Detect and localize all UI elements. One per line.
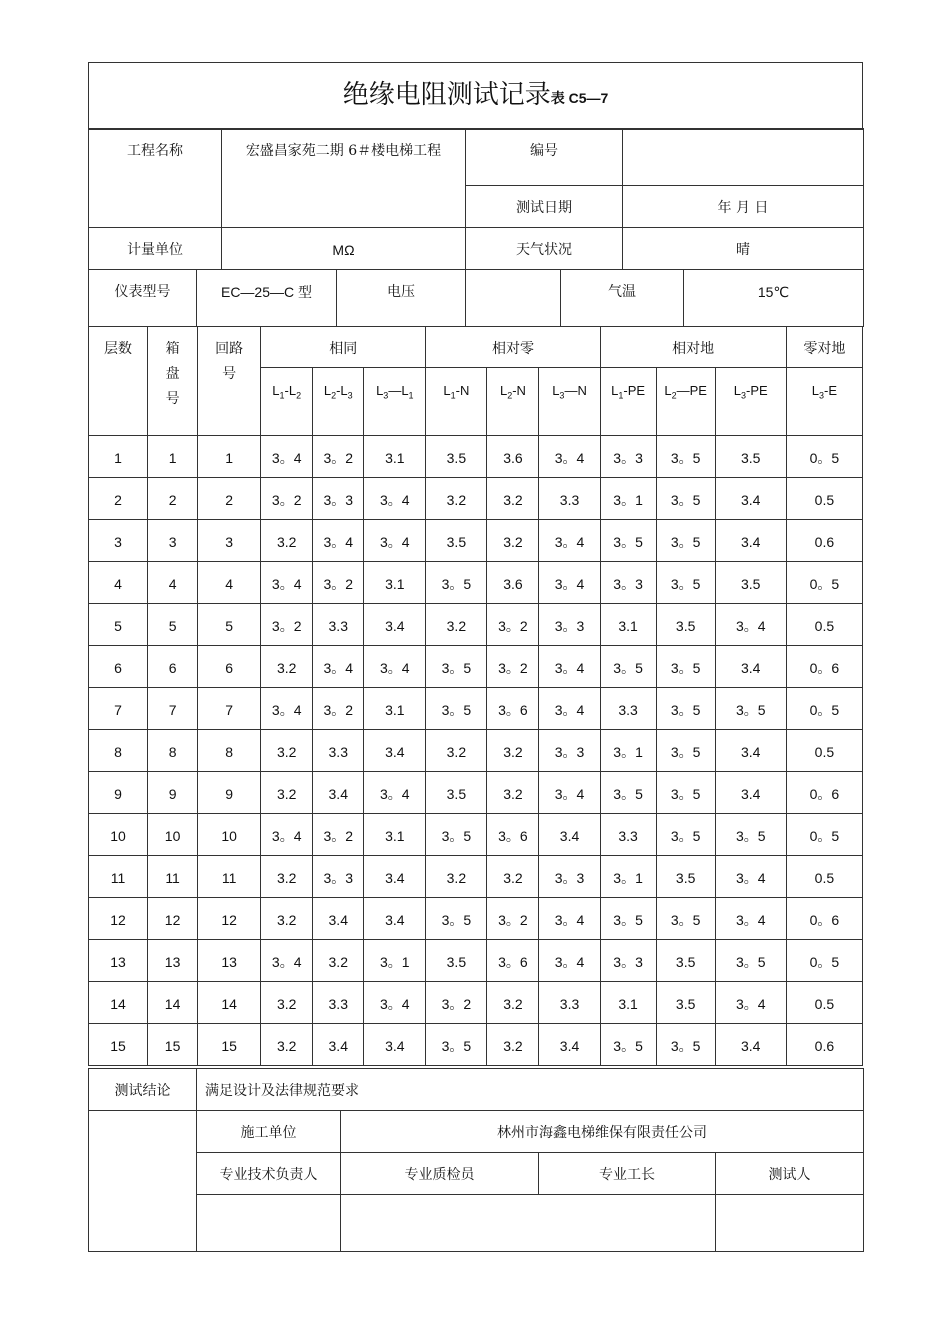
project-value: 宏盛昌家苑二期 6＃楼电梯工程	[222, 129, 466, 228]
table-cell: 0。5	[786, 436, 862, 478]
table-cell: 3.3	[600, 688, 656, 730]
table-cell: 3。3	[600, 436, 656, 478]
table-cell: 3.2	[426, 478, 487, 520]
table-cell: 3。6	[487, 814, 539, 856]
meter-value: EC—25—C 型	[197, 270, 337, 327]
group-phase: 相同	[261, 327, 426, 368]
table-cell: 3。4	[261, 688, 313, 730]
table-cell: 3	[198, 520, 261, 562]
table-cell: 3.4	[539, 814, 600, 856]
tech-lead-signature	[197, 1195, 341, 1252]
table-cell: 3。5	[600, 1024, 656, 1066]
table-cell: 3.2	[261, 646, 313, 688]
table-cell: 3.5	[656, 856, 715, 898]
table-cell: 3.6	[487, 436, 539, 478]
table-cell: 0。5	[786, 814, 862, 856]
table-cell: 0。6	[786, 898, 862, 940]
table-cell: 3.2	[261, 856, 313, 898]
table-cell: 3。2	[261, 478, 313, 520]
table-cell: 1	[148, 436, 198, 478]
table-cell: 3。4	[364, 478, 426, 520]
header-table	[88, 128, 864, 270]
table-cell: 3	[89, 520, 148, 562]
table-cell: 3.2	[261, 730, 313, 772]
col-box: 箱盘号	[148, 327, 198, 436]
group-ground: 相对地	[600, 327, 786, 368]
table-cell: 3。3	[600, 940, 656, 982]
table-cell: 3.4	[313, 772, 364, 814]
table-cell: 3。4	[715, 604, 786, 646]
unit-label: 计量单位	[89, 228, 222, 270]
table-cell: 4	[148, 562, 198, 604]
table-cell: 3.3	[313, 604, 364, 646]
table-cell: 3.1	[600, 982, 656, 1024]
table-cell: 3.4	[364, 1024, 426, 1066]
table-cell: 3。4	[313, 646, 364, 688]
table-cell: 3。2	[487, 604, 539, 646]
weather-value: 晴	[623, 228, 864, 270]
form-code: 表 C5—7	[550, 90, 609, 106]
subheader-4: $L_1-N$	[426, 368, 487, 436]
table-cell: 3.1	[600, 604, 656, 646]
table-cell: 3.4	[715, 520, 786, 562]
table-cell: 0.6	[786, 520, 862, 562]
table-cell: 13	[89, 940, 148, 982]
table-cell: 3。2	[426, 982, 487, 1024]
table-cell: 3。4	[715, 898, 786, 940]
table-row	[89, 940, 863, 982]
table-cell: 3。3	[539, 856, 600, 898]
table-cell: 3。4	[364, 520, 426, 562]
table-cell: 8	[198, 730, 261, 772]
table-cell: 3。6	[487, 688, 539, 730]
table-cell: 0.5	[786, 730, 862, 772]
subheader-2: $L_2-L_3$	[313, 368, 364, 436]
tech-lead-label: 专业技术负责人	[197, 1153, 341, 1195]
table-row	[89, 772, 863, 814]
table-cell: 3。5	[656, 646, 715, 688]
tester-label: 测试人	[716, 1153, 864, 1195]
table-cell: 3.2	[261, 520, 313, 562]
table-cell: 3.2	[487, 982, 539, 1024]
table-cell: 3。5	[426, 814, 487, 856]
table-cell: 3。5	[656, 520, 715, 562]
table-cell: 3。4	[364, 772, 426, 814]
table-cell: 3.3	[539, 478, 600, 520]
data-body	[89, 436, 863, 1066]
table-row	[89, 982, 863, 1024]
table-cell: 3.4	[715, 730, 786, 772]
table-cell: 3。5	[656, 814, 715, 856]
table-cell: 3.3	[539, 982, 600, 1024]
table-cell: 12	[148, 898, 198, 940]
table-cell: 3.5	[426, 940, 487, 982]
table-cell: 3.2	[487, 1024, 539, 1066]
table-cell: 6	[89, 646, 148, 688]
subheader-7: $L_1-PE$	[600, 368, 656, 436]
table-row	[89, 520, 863, 562]
subheader-8: $L_2—PE$	[656, 368, 715, 436]
table-cell: 3。3	[313, 856, 364, 898]
table-cell: 3.5	[426, 520, 487, 562]
table-cell: 3。5	[656, 478, 715, 520]
table-cell: 12	[89, 898, 148, 940]
table-cell: 3.2	[487, 520, 539, 562]
table-cell: 3。5	[600, 646, 656, 688]
table-cell: 3.4	[364, 730, 426, 772]
table-cell: 1	[198, 436, 261, 478]
table-cell: 3.1	[364, 562, 426, 604]
table-cell: 0。5	[786, 940, 862, 982]
subheader-3: $L_3—L_1$	[364, 368, 426, 436]
subheader-1: $L_1-L_2$	[261, 368, 313, 436]
table-cell: 3.1	[364, 688, 426, 730]
table-cell: 3.2	[426, 730, 487, 772]
table-row	[89, 646, 863, 688]
table-cell: 3.2	[487, 730, 539, 772]
table-cell: 3.4	[715, 646, 786, 688]
table-cell: 3。2	[313, 688, 364, 730]
col-circuit: 回路号	[198, 327, 261, 436]
table-cell: 0.5	[786, 604, 862, 646]
table-cell: 3.5	[715, 436, 786, 478]
table-row	[89, 856, 863, 898]
table-cell: 3.3	[313, 982, 364, 1024]
foreman-label: 专业工长	[539, 1153, 716, 1195]
table-cell: 12	[198, 898, 261, 940]
table-cell: 3。4	[364, 982, 426, 1024]
table-cell: 7	[198, 688, 261, 730]
table-cell: 3。4	[364, 646, 426, 688]
table-cell: 3.2	[487, 478, 539, 520]
table-cell: 3.4	[715, 478, 786, 520]
table-cell: 3。4	[539, 772, 600, 814]
voltage-value	[466, 270, 561, 327]
table-cell: 3。4	[539, 940, 600, 982]
footer-table	[88, 1068, 864, 1252]
table-row	[89, 730, 863, 772]
table-row	[89, 562, 863, 604]
date-value: 年 月 日	[623, 186, 864, 228]
table-cell: 3。4	[261, 814, 313, 856]
table-cell: 10	[148, 814, 198, 856]
table-cell: 3。3	[313, 478, 364, 520]
meter-label: 仪表型号	[89, 270, 197, 327]
table-cell: 15	[148, 1024, 198, 1066]
table-cell: 3。4	[313, 520, 364, 562]
table-cell: 0。5	[786, 688, 862, 730]
table-row	[89, 814, 863, 856]
footer-blank	[89, 1111, 197, 1252]
table-cell: 3。2	[261, 604, 313, 646]
qc-foreman-signature	[341, 1195, 716, 1252]
table-cell: 1	[89, 436, 148, 478]
table-cell: 10	[89, 814, 148, 856]
table-cell: 3。4	[539, 646, 600, 688]
table-cell: 0.6	[786, 1024, 862, 1066]
table-cell: 0。6	[786, 772, 862, 814]
table-cell: 3.2	[261, 772, 313, 814]
table-cell: 3。3	[600, 562, 656, 604]
table-cell: 3.1	[364, 436, 426, 478]
table-cell: 3.5	[656, 604, 715, 646]
table-cell: 3。4	[261, 940, 313, 982]
table-cell: 3。5	[656, 730, 715, 772]
table-cell: 3。5	[656, 436, 715, 478]
table-cell: 13	[148, 940, 198, 982]
table-cell: 11	[148, 856, 198, 898]
subheader-6: $L_3—N$	[539, 368, 600, 436]
table-cell: 13	[198, 940, 261, 982]
table-cell: 3.2	[426, 604, 487, 646]
table-cell: 3。4	[715, 982, 786, 1024]
table-cell: 3。2	[313, 562, 364, 604]
table-cell: 3。1	[600, 730, 656, 772]
table-cell: 9	[198, 772, 261, 814]
table-cell: 3。5	[426, 688, 487, 730]
table-cell: 3。2	[313, 814, 364, 856]
table-cell: 3.4	[313, 1024, 364, 1066]
table-cell: 3。1	[600, 478, 656, 520]
project-label: 工程名称	[89, 129, 222, 228]
table-cell: 14	[198, 982, 261, 1024]
voltage-label: 电压	[337, 270, 466, 327]
table-cell: 3。4	[539, 436, 600, 478]
temp-value: 15℃	[684, 270, 864, 327]
table-cell: 3.4	[313, 898, 364, 940]
table-cell: 3。2	[487, 898, 539, 940]
table-cell: 3。1	[600, 856, 656, 898]
table-cell: 8	[89, 730, 148, 772]
number-value	[623, 129, 864, 186]
table-cell: 3	[148, 520, 198, 562]
table-cell: 0。5	[786, 562, 862, 604]
date-label: 测试日期	[466, 186, 623, 228]
table-cell: 5	[89, 604, 148, 646]
title-table	[88, 62, 863, 130]
form-title: 绝缘电阻测试记录	[342, 80, 551, 110]
qc-label: 专业质检员	[341, 1153, 539, 1195]
table-cell: 5	[148, 604, 198, 646]
table-cell: 3.4	[715, 1024, 786, 1066]
table-cell: 8	[148, 730, 198, 772]
table-cell: 3。3	[539, 604, 600, 646]
subheader-10: $L_3-E$	[786, 368, 862, 436]
table-cell: 3.2	[487, 856, 539, 898]
table-cell: 3.6	[487, 562, 539, 604]
table-cell: 0.5	[786, 982, 862, 1024]
temp-label: 气温	[561, 270, 684, 327]
title-cell	[89, 63, 863, 130]
table-cell: 3.2	[487, 772, 539, 814]
table-cell: 3.5	[656, 940, 715, 982]
data-table	[88, 326, 863, 1066]
table-cell: 3。4	[539, 688, 600, 730]
table-cell: 2	[198, 478, 261, 520]
table-cell: 4	[89, 562, 148, 604]
group-neutral: 相对零	[426, 327, 600, 368]
conclusion-label: 测试结论	[89, 1069, 197, 1111]
table-cell: 3。5	[656, 898, 715, 940]
table-cell: 2	[89, 478, 148, 520]
table-cell: 9	[148, 772, 198, 814]
table-cell: 3.1	[364, 814, 426, 856]
table-cell: 5	[198, 604, 261, 646]
table-cell: 3.5	[426, 772, 487, 814]
table-row	[89, 436, 863, 478]
subheader-9: $L_3-PE$	[715, 368, 786, 436]
construction-value: 林州市海鑫电梯维保有限责任公司	[341, 1111, 864, 1153]
meter-table	[88, 269, 864, 327]
table-cell: 10	[198, 814, 261, 856]
table-cell: 3。4	[715, 856, 786, 898]
number-label: 编号	[466, 129, 623, 186]
table-cell: 3.4	[364, 898, 426, 940]
table-cell: 0。6	[786, 646, 862, 688]
table-cell: 7	[148, 688, 198, 730]
table-cell: 3。4	[261, 562, 313, 604]
table-cell: 3.5	[715, 562, 786, 604]
unit-value: MΩ	[222, 228, 466, 270]
table-cell: 3。4	[539, 520, 600, 562]
construction-label: 施工单位	[197, 1111, 341, 1153]
table-cell: 3.2	[313, 940, 364, 982]
table-cell: 7	[89, 688, 148, 730]
table-cell: 3。5	[600, 772, 656, 814]
table-cell: 3。4	[539, 898, 600, 940]
table-row	[89, 688, 863, 730]
col-floor: 层数	[89, 327, 148, 436]
table-cell: 3。5	[426, 562, 487, 604]
table-cell: 3。5	[426, 1024, 487, 1066]
conclusion-value: 满足设计及法律规范要求	[197, 1069, 864, 1111]
table-cell: 3。5	[715, 814, 786, 856]
table-cell: 6	[148, 646, 198, 688]
table-cell: 3。5	[656, 562, 715, 604]
table-cell: 3.2	[426, 856, 487, 898]
table-cell: 3。2	[313, 436, 364, 478]
table-cell: 3.2	[261, 898, 313, 940]
table-cell: 0.5	[786, 856, 862, 898]
table-cell: 3.4	[364, 856, 426, 898]
table-cell: 3。5	[656, 772, 715, 814]
table-cell: 3。5	[715, 940, 786, 982]
table-cell: 3.3	[600, 814, 656, 856]
table-cell: 3.2	[261, 982, 313, 1024]
table-row	[89, 898, 863, 940]
table-cell: 11	[198, 856, 261, 898]
subheader-5: $L_2-N$	[487, 368, 539, 436]
table-cell: 3.5	[656, 982, 715, 1024]
table-cell: 3.4	[364, 604, 426, 646]
table-cell: 3。3	[539, 730, 600, 772]
table-cell: 3。5	[426, 646, 487, 688]
table-cell: 3。6	[487, 940, 539, 982]
table-cell: 4	[198, 562, 261, 604]
table-cell: 3。5	[715, 688, 786, 730]
table-cell: 3.3	[313, 730, 364, 772]
table-cell: 3。2	[487, 646, 539, 688]
group-n-ground: 零对地	[786, 327, 862, 368]
table-cell: 3。5	[656, 1024, 715, 1066]
table-cell: 2	[148, 478, 198, 520]
table-cell: 3。5	[426, 898, 487, 940]
table-cell: 3。5	[600, 898, 656, 940]
tester-signature	[716, 1195, 864, 1252]
table-cell: 15	[198, 1024, 261, 1066]
table-cell: 15	[89, 1024, 148, 1066]
table-cell: 3.4	[715, 772, 786, 814]
table-cell: 3。4	[539, 562, 600, 604]
table-cell: 14	[89, 982, 148, 1024]
table-cell: 3.2	[261, 1024, 313, 1066]
table-cell: 6	[198, 646, 261, 688]
table-cell: 9	[89, 772, 148, 814]
table-cell: 11	[89, 856, 148, 898]
table-cell: 3。1	[364, 940, 426, 982]
weather-label: 天气状况	[466, 228, 623, 270]
table-cell: 3.5	[426, 436, 487, 478]
table-cell: 3。5	[656, 688, 715, 730]
table-row	[89, 604, 863, 646]
table-cell: 0.5	[786, 478, 862, 520]
table-row	[89, 1024, 863, 1066]
table-cell: 14	[148, 982, 198, 1024]
table-cell: 3.4	[539, 1024, 600, 1066]
table-row	[89, 478, 863, 520]
table-cell: 3。4	[261, 436, 313, 478]
table-cell: 3。5	[600, 520, 656, 562]
